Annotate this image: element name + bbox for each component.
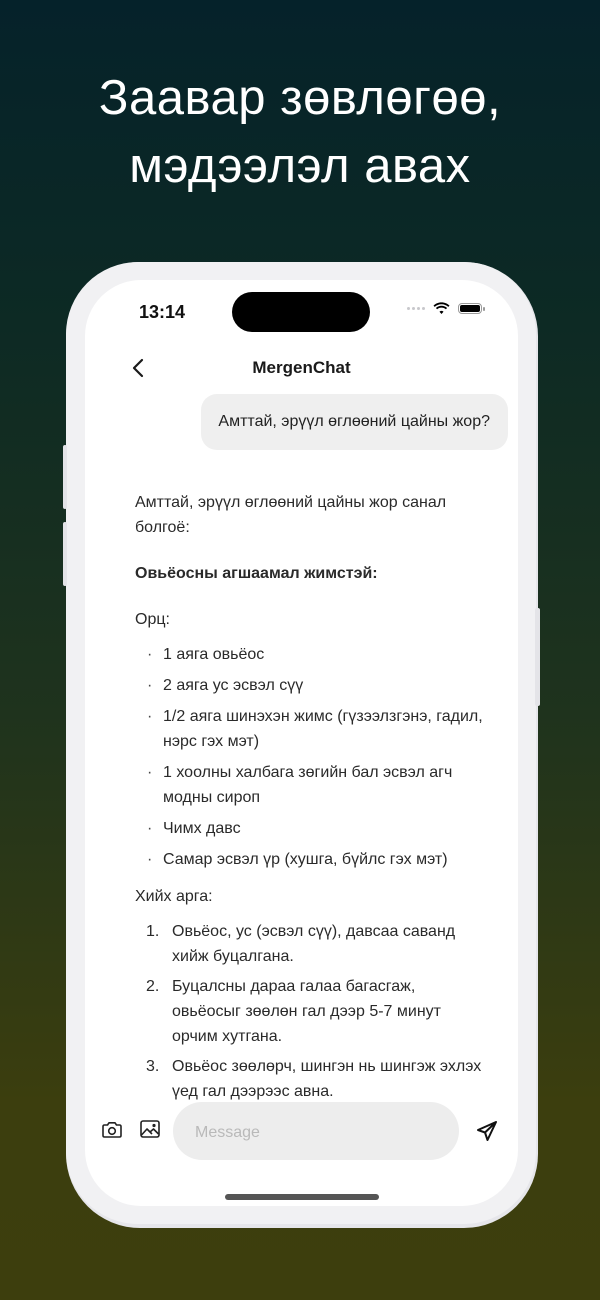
headline-line-1: Заавар зөвлөгөө, xyxy=(98,71,502,125)
recipe-title: Овьёосны агшаамал жимстэй: xyxy=(135,565,378,582)
ingredient-item: · 1 аяга овьёос xyxy=(147,646,265,663)
ingredient-item: · 1/2 аяга шинэхэн жимс (гүзээлзгэнэ, гадил, нэрс гэх мэт) xyxy=(147,708,483,750)
battery-icon xyxy=(458,303,482,314)
headline-line-2: мэдээлэл авах xyxy=(129,139,471,193)
step-item: 3. Овьёос зөөлөрч, шингэн нь шингэж эхлэх үед гал дээрээс авна. xyxy=(146,1058,482,1100)
headline xyxy=(0,64,600,200)
steps-list xyxy=(135,919,485,1104)
chat-title: MergenChat xyxy=(252,358,351,377)
message-input[interactable] xyxy=(173,1102,459,1160)
step-item: 2. Буцалсны дараа галаа багасгаж, овьёосыг зөөлөн гал дээр 5-7 минут орчим хутгана. xyxy=(146,978,441,1045)
image-icon[interactable] xyxy=(139,1119,161,1139)
ingredient-item: · 2 аяга ус эсвэл сүү xyxy=(147,677,304,694)
camera-icon[interactable] xyxy=(101,1121,123,1139)
wifi-icon xyxy=(433,302,450,315)
ingredient-item: · Самар эсвэл үр (хушга, бүйлс гэх мэт) xyxy=(147,851,448,868)
status-time: 13:14 xyxy=(139,302,186,322)
phone-side-button-power xyxy=(535,608,540,706)
phone-side-button-volume-up xyxy=(63,445,67,509)
message-composer xyxy=(85,1100,518,1162)
ingredient-item: · Чимх давс xyxy=(147,820,241,837)
method-label: Хийх арга: xyxy=(135,888,213,905)
ingredients-list xyxy=(135,642,485,872)
status-icons xyxy=(407,302,482,315)
phone-screen xyxy=(85,280,518,1206)
dynamic-island xyxy=(232,292,370,332)
home-indicator[interactable] xyxy=(225,1194,379,1200)
phone-side-button-volume-down xyxy=(63,522,67,586)
signal-dots-icon xyxy=(407,307,425,310)
assistant-reply xyxy=(135,490,485,1109)
send-icon[interactable] xyxy=(475,1119,499,1143)
reply-intro: Амттай, эрүүл өглөөний цайны жор санал болгоё: xyxy=(135,494,447,536)
ingredients-label: Орц: xyxy=(135,611,170,628)
step-item: 1. Овьёос, ус (эсвэл сүү), давсаа саванд хийж буцалгана. xyxy=(146,923,456,965)
user-message-bubble: Амттай, эрүүл өглөөний цайны жор? xyxy=(201,394,508,450)
ingredient-item: · 1 хоолны халбага зөгийн бал эсвэл агч модны сироп xyxy=(147,764,453,806)
